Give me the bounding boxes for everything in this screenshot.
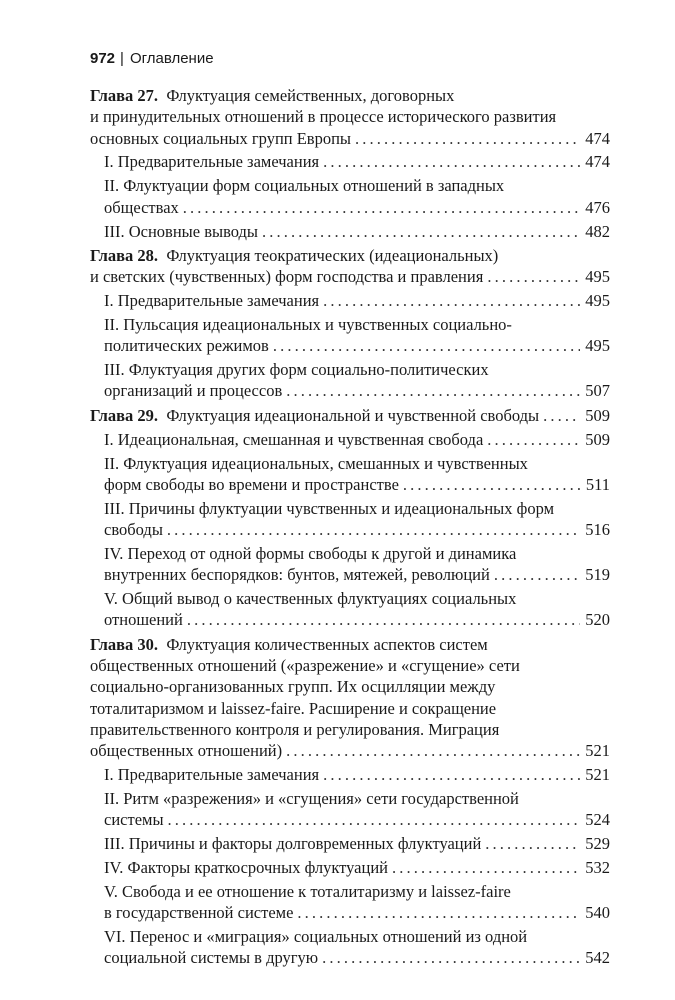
running-title: Оглавление bbox=[129, 50, 214, 67]
toc-entry-first-line: II. Флуктуация идеациональных, смешанных и чувственных bbox=[104, 453, 528, 473]
toc-page-number: 542 bbox=[585, 948, 610, 968]
toc-page-number: 482 bbox=[585, 221, 610, 241]
toc-page-number: 509 bbox=[585, 429, 610, 449]
toc-page-number: 519 bbox=[585, 565, 610, 585]
toc-entry-title-end: организаций и процессов bbox=[104, 381, 283, 401]
toc-entry-leader-line bbox=[90, 405, 610, 426]
table-of-contents bbox=[90, 85, 610, 969]
toc-entry-title-start: Флуктуация теократических (идеациональных) bbox=[166, 245, 499, 265]
chapter-label: Глава 30. bbox=[90, 634, 159, 654]
toc-entry-leader-line bbox=[104, 474, 610, 495]
toc-entry-title-end: в государственной системе bbox=[104, 903, 294, 923]
toc-entry-first-line: III. Флуктуация других форм социально-политических bbox=[104, 360, 489, 380]
dot-leader bbox=[183, 197, 580, 218]
toc-section-entry[interactable] bbox=[90, 498, 610, 541]
toc-entry-leader-line bbox=[104, 335, 610, 356]
toc-entry-leader-line bbox=[104, 380, 610, 401]
dot-leader bbox=[485, 833, 580, 854]
toc-entry-title-start: Флуктуация количественных аспектов систем bbox=[166, 634, 488, 654]
toc-section-entry[interactable] bbox=[90, 453, 610, 496]
toc-entry-title-end: основных социальных групп Европы bbox=[90, 128, 352, 148]
toc-page-number: 529 bbox=[585, 834, 610, 854]
toc-entry-continuation-line: социально-организованных групп. Их осцилляции между bbox=[90, 677, 496, 697]
toc-entry-title-end: системы bbox=[104, 810, 164, 830]
dot-leader bbox=[487, 266, 580, 287]
toc-entry-title-end: общественных отношений) bbox=[90, 741, 283, 761]
toc-entry-title bbox=[90, 405, 539, 426]
toc-section-entry[interactable] bbox=[90, 543, 610, 586]
dot-leader bbox=[322, 947, 580, 968]
toc-section-entry[interactable] bbox=[90, 588, 610, 631]
toc-entry-first-line: V. Свобода и ее отношение к тоталитаризму и laissez-faire bbox=[104, 881, 511, 901]
dot-leader bbox=[323, 764, 580, 785]
toc-entry-leader-line bbox=[90, 266, 610, 287]
toc-entry-title-end: IV. Факторы краткосрочных флуктуаций bbox=[104, 858, 388, 877]
toc-entry-leader-line bbox=[104, 429, 610, 450]
dot-leader bbox=[168, 809, 580, 830]
toc-entry-first-line: V. Общий вывод о качественных флуктуациях социальных bbox=[104, 589, 517, 609]
toc-page-number: 521 bbox=[585, 741, 610, 761]
dot-leader bbox=[286, 380, 580, 401]
toc-entry-continuation-line: правительственного контроля и регулирования. Миграция bbox=[90, 719, 500, 739]
toc-entry-leader-line bbox=[104, 290, 610, 311]
toc-section-entry[interactable] bbox=[90, 359, 610, 402]
running-header bbox=[90, 49, 214, 69]
toc-entry-first-line: II. Ритм «разрежения» и «сгущения» сети государственной bbox=[104, 788, 519, 808]
toc-entry-title-end: I. Идеациональная, смешанная и чувственная свобода bbox=[104, 429, 484, 449]
toc-page-number: 524 bbox=[585, 810, 610, 830]
toc-chapter-entry[interactable] bbox=[90, 405, 610, 426]
toc-entry-first-line: II. Пульсация идеациональных и чувственных социально- bbox=[104, 314, 512, 334]
toc-page-number: 520 bbox=[585, 610, 610, 630]
chapter-label: Глава 28. bbox=[90, 245, 159, 265]
dot-leader bbox=[167, 519, 580, 540]
toc-entry-leader-line bbox=[104, 221, 610, 242]
toc-entry-title-end: и светских (чувственных) форм господства и правления bbox=[90, 267, 484, 287]
chapter-label: Глава 27. bbox=[90, 86, 159, 105]
toc-entry-title-end: свободы bbox=[104, 519, 163, 539]
dot-leader bbox=[262, 221, 580, 242]
dot-leader bbox=[494, 564, 580, 585]
toc-entry-title-end: социальной системы в другую bbox=[104, 948, 319, 968]
toc-entry-leader-line bbox=[104, 764, 610, 785]
toc-section-entry[interactable] bbox=[90, 881, 610, 924]
toc-page-number: 495 bbox=[585, 267, 610, 287]
toc-entry-first-line bbox=[90, 85, 610, 106]
toc-section-entry[interactable] bbox=[90, 151, 610, 172]
dot-leader bbox=[286, 740, 580, 761]
toc-entry-title-start: Флуктуация семейственных, договорных bbox=[166, 86, 455, 105]
page-number: 972 bbox=[90, 50, 116, 67]
toc-entry-title-end: I. Предварительные замечания bbox=[104, 765, 320, 785]
toc-section-entry[interactable] bbox=[90, 857, 610, 878]
toc-entry-title-end: отношений bbox=[104, 610, 183, 630]
toc-page-number: 476 bbox=[585, 197, 610, 217]
toc-entry-title-end: обществах bbox=[104, 197, 179, 217]
toc-entry-leader-line bbox=[104, 151, 610, 172]
dot-leader bbox=[273, 335, 580, 356]
toc-entry-leader-line bbox=[104, 564, 610, 585]
toc-entry-title-end: форм свободы во времени и пространстве bbox=[104, 474, 399, 494]
toc-page-number: 495 bbox=[585, 291, 610, 311]
toc-page-number: 540 bbox=[585, 903, 610, 923]
toc-entry-first-line: VI. Перенос и «миграция» социальных отношений из одной bbox=[104, 927, 528, 947]
toc-entry-title-end: Флуктуация идеациональной и чувственной свободы bbox=[166, 405, 540, 425]
toc-entry-title-end: III. Основные выводы bbox=[104, 221, 259, 241]
toc-entry-title-end: III. Причины и факторы долговременных флуктуаций bbox=[104, 834, 482, 854]
toc-page-number: 474 bbox=[585, 152, 610, 172]
toc-entry-continuation-line: тоталитаризмом и laissez-faire. Расширение и сокращение bbox=[90, 698, 497, 718]
toc-entry-leader-line bbox=[90, 128, 610, 149]
toc-entry-first-line: IV. Переход от одной формы свободы к другой и динамика bbox=[104, 543, 517, 563]
dot-leader bbox=[403, 474, 580, 495]
dot-leader bbox=[392, 857, 580, 878]
toc-entry-leader-line bbox=[104, 833, 610, 854]
toc-page-number: 509 bbox=[585, 405, 610, 425]
toc-entry-leader-line bbox=[104, 857, 610, 878]
toc-section-entry[interactable] bbox=[90, 764, 610, 785]
toc-page-number: 507 bbox=[585, 381, 610, 401]
toc-chapter-entry[interactable] bbox=[90, 85, 610, 149]
toc-section-entry[interactable] bbox=[90, 429, 610, 450]
toc-entry-leader-line bbox=[104, 902, 610, 923]
dot-leader bbox=[355, 128, 580, 149]
toc-section-entry[interactable] bbox=[90, 788, 610, 831]
toc-section-entry[interactable] bbox=[90, 221, 610, 242]
toc-entry-first-line: III. Причины флуктуации чувственных и идеациональных форм bbox=[104, 498, 555, 518]
toc-entry-continuation-line: общественных отношений («разрежение» и «сгущение» сети bbox=[90, 655, 520, 675]
toc-entry-leader-line bbox=[104, 609, 610, 630]
dot-leader bbox=[323, 151, 580, 172]
dot-leader bbox=[543, 405, 580, 426]
toc-section-entry[interactable] bbox=[90, 926, 610, 969]
toc-entry-title-end: политических режимов bbox=[104, 336, 269, 356]
toc-entry-leader-line bbox=[104, 947, 610, 968]
dot-leader bbox=[487, 429, 580, 450]
toc-entry-title-end: внутренних беспорядков: бунтов, мятежей, революций bbox=[104, 565, 490, 585]
toc-section-entry[interactable] bbox=[90, 833, 610, 854]
toc-page-number: 495 bbox=[585, 336, 610, 356]
toc-entry-first-line: II. Флуктуации форм социальных отношений в западных bbox=[104, 176, 505, 196]
toc-section-entry[interactable] bbox=[90, 314, 610, 357]
toc-page-number: 511 bbox=[585, 474, 610, 494]
toc-page-number: 474 bbox=[585, 128, 610, 148]
toc-entry-title-end: I. Предварительные замечания bbox=[104, 291, 320, 311]
toc-entry-first-line bbox=[90, 634, 610, 655]
toc-page-number: 532 bbox=[585, 858, 610, 877]
dot-leader bbox=[187, 609, 580, 630]
header-separator: | bbox=[120, 50, 124, 67]
toc-section-entry[interactable] bbox=[90, 290, 610, 311]
dot-leader bbox=[323, 290, 580, 311]
toc-entry-title-end: I. Предварительные замечания bbox=[104, 152, 320, 172]
toc-section-entry[interactable] bbox=[90, 175, 610, 218]
toc-page-number: 516 bbox=[585, 519, 610, 539]
toc-entry-leader-line bbox=[104, 519, 610, 540]
toc-entry-continuation-line: и принудительных отношений в процессе исторического развития bbox=[90, 107, 557, 127]
toc-entry-first-line bbox=[90, 245, 610, 266]
toc-entry-leader-line bbox=[90, 740, 610, 761]
toc-page-number: 521 bbox=[585, 765, 610, 785]
chapter-label: Глава 29. bbox=[90, 405, 159, 425]
toc-chapter-entry[interactable] bbox=[90, 634, 610, 762]
dot-leader bbox=[297, 902, 580, 923]
toc-chapter-entry[interactable] bbox=[90, 245, 610, 288]
toc-entry-leader-line bbox=[104, 809, 610, 830]
toc-entry-leader-line bbox=[104, 197, 610, 218]
